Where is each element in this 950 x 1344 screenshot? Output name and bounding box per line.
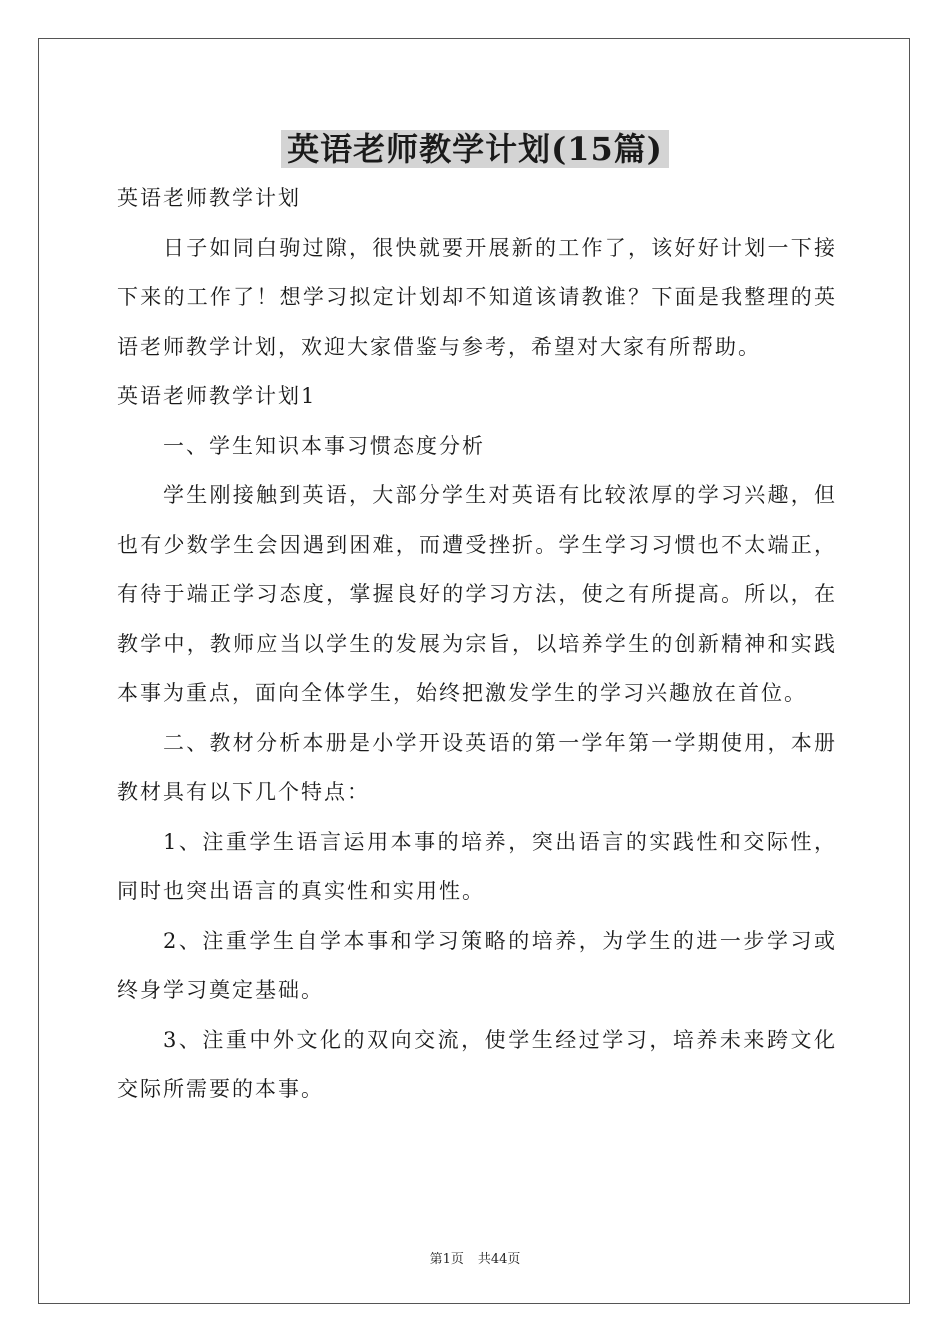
paragraph-textbook-analysis: 二、教材分析本册是小学开设英语的第一学年第一学期使用，本册教材具有以下几个特点： bbox=[117, 730, 837, 804]
page-number: 第1页 bbox=[429, 1252, 464, 1267]
list-item-1: 1、注重学生语言运用本事的培养，突出语言的实践性和交际性，同时也突出语言的真实性和实用性。 bbox=[117, 829, 837, 903]
page-total: 共44页 bbox=[477, 1252, 521, 1267]
page-footer bbox=[0, 1248, 950, 1267]
section-heading-analysis: 一、学生知识本事习惯态度分析 bbox=[163, 433, 485, 458]
heading-intro: 英语老师教学计划 bbox=[117, 186, 301, 210]
document-body bbox=[117, 174, 837, 1115]
list-item-2: 2、注重学生自学本事和学习策略的培养，为学生的进一步学习或终身学习奠定基础。 bbox=[117, 928, 837, 1002]
document-title bbox=[0, 126, 950, 172]
document-title-text: 英语老师教学计划(15篇) bbox=[281, 130, 669, 168]
list-item-3: 3、注重中外文化的双向交流，使学生经过学习，培养未来跨文化交际所需要的本事。 bbox=[117, 1027, 837, 1101]
heading-plan-1: 英语老师教学计划1 bbox=[117, 384, 317, 408]
paragraph-intro: 日子如同白驹过隙，很快就要开展新的工作了，该好好计划一下接下来的工作了！想学习拟定计划却不知道该请教谁？下面是我整理的英语老师教学计划，欢迎大家借鉴与参考，希望对大家有所帮助。 bbox=[117, 235, 837, 359]
paragraph-student-analysis: 学生刚接触到英语，大部分学生对英语有比较浓厚的学习兴趣，但也有少数学生会因遇到困难，而遭受挫折。学生学习习惯也不太端正，有待于端正学习态度，掌握良好的学习方法，使之有所提高。所以，在教学中，教师应当以学生的发展为宗旨，以培养学生的创新精神和实践本事为重点，面向全体学生，始终把激发学生的学习兴趣放在首位。 bbox=[117, 483, 837, 705]
